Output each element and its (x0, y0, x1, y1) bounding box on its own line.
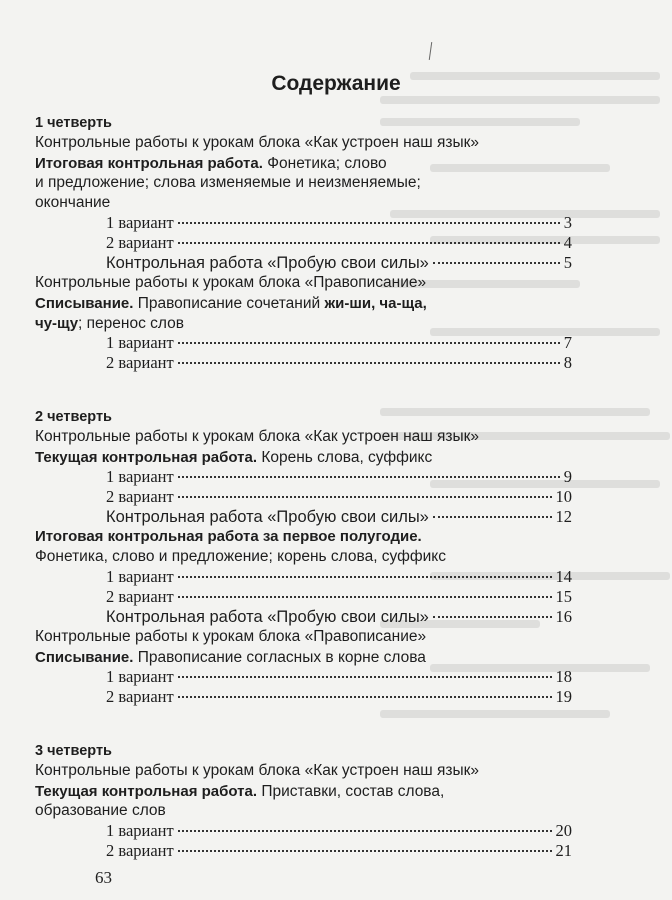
copying-combinations: жи-ши, ча-ща, (324, 295, 427, 312)
quarter-2-copying (35, 647, 426, 668)
entry-page: 21 (555, 841, 572, 860)
entry-page: 15 (555, 587, 572, 606)
entry-label: 2 вариант (106, 233, 174, 252)
toc-entry[interactable] (106, 507, 572, 527)
pencil-mark (429, 42, 432, 60)
toc-entry[interactable] (106, 353, 572, 373)
current-test-topic: Приставки, состав слова, (257, 783, 445, 800)
entry-page: 18 (555, 667, 572, 686)
final-test-topic-line-2: и предложение; слова изменяемые и неизменяемые; (35, 174, 421, 191)
entry-label: 2 вариант (106, 487, 174, 506)
leader-dots (433, 616, 552, 618)
leader-dots (178, 696, 552, 698)
quarter-1-copying-line-2 (35, 313, 184, 334)
toc-entry[interactable] (106, 213, 572, 233)
quarter-3-block-language: Контрольные работы к урокам блока «Как устроен наш язык» (35, 762, 480, 779)
entry-page: 9 (563, 467, 572, 486)
entry-label: Контрольная работа «Пробую свои силы» (106, 608, 429, 626)
leader-dots (178, 342, 560, 344)
toc-entry[interactable] (106, 687, 572, 707)
half-year-test-topic: Фонетика, слово и предложение; корень слова, суффикс (35, 548, 446, 565)
copying-label: Списывание. (35, 649, 134, 666)
leader-dots (178, 830, 552, 832)
copying-label: Списывание. (35, 295, 134, 312)
leader-dots (178, 242, 560, 244)
page-number: 63 (95, 868, 112, 887)
entry-label: 1 вариант (106, 467, 174, 486)
entry-page: 10 (555, 487, 572, 506)
leader-dots (178, 362, 560, 364)
toc-entry[interactable] (106, 607, 572, 627)
entry-label: 1 вариант (106, 213, 174, 232)
toc-entry[interactable] (106, 821, 572, 841)
quarter-2-current-test (35, 447, 432, 468)
entry-page: 4 (563, 233, 572, 252)
entry-page: 16 (555, 607, 572, 626)
quarter-3-current-test (35, 781, 444, 802)
entry-label: 1 вариант (106, 333, 174, 352)
entry-label: 2 вариант (106, 841, 174, 860)
quarter-1-block-spelling: Контрольные работы к урокам блока «Правописание» (35, 274, 427, 291)
current-test-topic: Корень слова, суффикс (257, 449, 433, 466)
quarter-1-copying (35, 293, 427, 314)
final-test-topic-line-3: окончание (35, 194, 111, 211)
quarter-2-block-language: Контрольные работы к урокам блока «Как устроен наш язык» (35, 428, 480, 445)
current-test-label: Текущая контрольная работа. (35, 783, 258, 800)
page-title: Содержание (271, 72, 401, 95)
entry-label: Контрольная работа «Пробую свои силы» (106, 508, 429, 526)
copying-topic: Правописание согласных в корне слова (133, 649, 426, 666)
quarter-2-heading: 2 четверть (35, 409, 112, 425)
leader-dots (178, 222, 560, 224)
current-test-topic-line-2: образование слов (35, 802, 166, 819)
leader-dots (433, 516, 552, 518)
entry-page: 19 (555, 687, 572, 706)
current-test-label: Текущая контрольная работа. (35, 449, 258, 466)
copying-combination-chu: чу-щу (35, 315, 79, 332)
toc-entry[interactable] (106, 233, 572, 253)
final-test-topic: Фонетика; слово (262, 155, 387, 172)
entry-label: 2 вариант (106, 687, 174, 706)
leader-dots (178, 596, 552, 598)
leader-dots (178, 476, 560, 478)
toc-entry[interactable] (106, 333, 572, 353)
toc-entry[interactable] (106, 467, 572, 487)
entry-label: 2 вариант (106, 587, 174, 606)
quarter-1-heading: 1 четверть (35, 115, 112, 131)
leader-dots (178, 496, 552, 498)
entry-page: 7 (563, 333, 572, 352)
entry-page: 20 (555, 821, 572, 840)
entry-page: 8 (563, 353, 572, 372)
toc-entry[interactable] (106, 487, 572, 507)
copying-topic: Правописание сочетаний (133, 295, 325, 312)
quarter-1-block-language: Контрольные работы к урокам блока «Как устроен наш язык» (35, 134, 480, 151)
toc-entry[interactable] (106, 253, 572, 273)
quarter-1-final-test (35, 153, 387, 174)
entry-label: 1 вариант (106, 567, 174, 586)
quarter-3-heading: 3 четверть (35, 743, 112, 759)
toc-entry[interactable] (106, 841, 572, 861)
entry-label: 1 вариант (106, 667, 174, 686)
copying-tail: ; перенос слов (78, 315, 184, 332)
toc-entry[interactable] (106, 587, 572, 607)
leader-dots (178, 576, 552, 578)
entry-page: 5 (563, 253, 572, 272)
quarter-2-block-spelling: Контрольные работы к урокам блока «Правописание» (35, 628, 427, 645)
toc-entry[interactable] (106, 567, 572, 587)
entry-page: 3 (563, 213, 572, 232)
entry-page: 14 (555, 567, 572, 586)
final-test-label: Итоговая контрольная работа. (35, 155, 263, 172)
entry-label: 2 вариант (106, 353, 174, 372)
entry-page: 12 (555, 507, 572, 526)
entry-label: Контрольная работа «Пробую свои силы» (106, 254, 429, 272)
entry-label: 1 вариант (106, 821, 174, 840)
quarter-2-half-year-test: Итоговая контрольная работа за первое полугодие. (35, 528, 422, 545)
leader-dots (178, 850, 552, 852)
leader-dots (178, 676, 552, 678)
leader-dots (433, 262, 560, 264)
toc-entry[interactable] (106, 667, 572, 687)
